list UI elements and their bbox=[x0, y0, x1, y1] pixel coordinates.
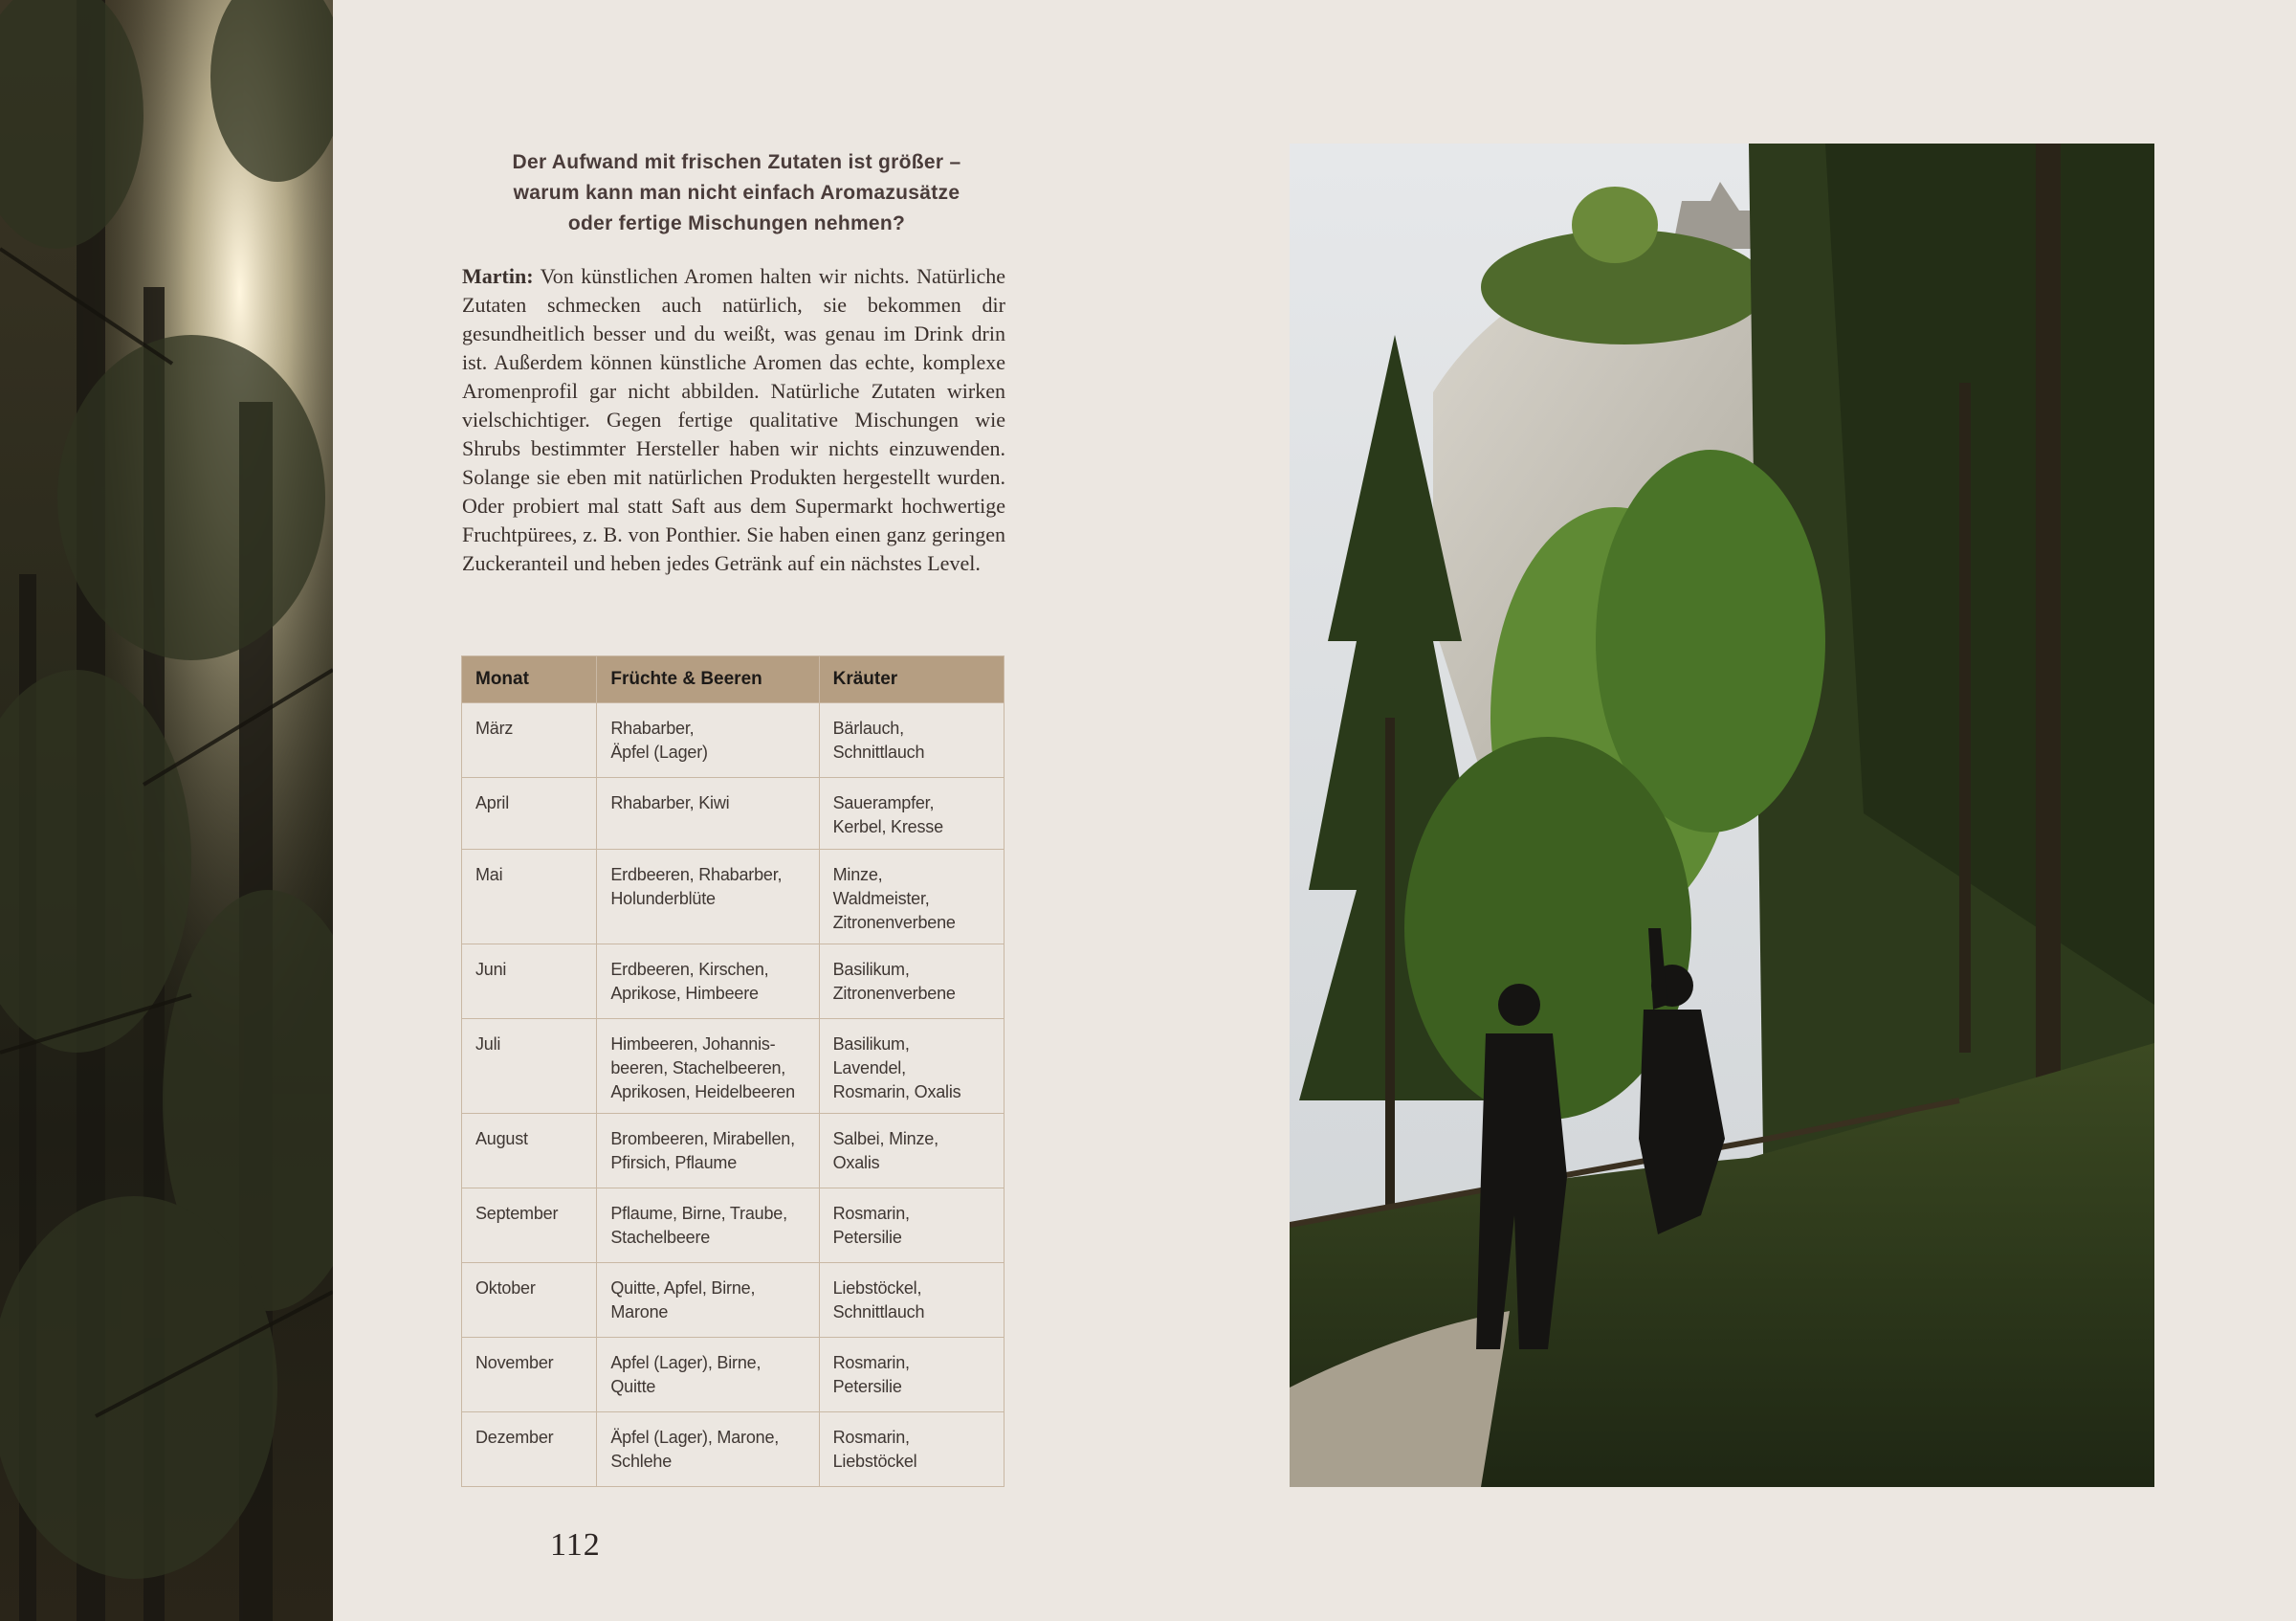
table-row bbox=[462, 1114, 1004, 1188]
seasonal-ingredients-table bbox=[461, 655, 1004, 1487]
table-row bbox=[462, 1263, 1004, 1338]
answer-text: Von künstlichen Aromen halten wir nichts. Natürliche Zutaten schmecken auch natürlich, sie bekommen dir gesundheitlich besser und du weißt, was genau im Drink drin ist. Außerdem können künstliche Aromen das echte, komplexe Aromenprofil gar nicht abbilden. Natürliche Zutaten wirken vielschichtiger. Gegen fertige qualitative Mischungen wie Shrubs bestimmter Hersteller haben wir nichts einzuwenden. Solange sie eben mit natürlichen Produkten hergestellt wurden. Oder probiert mal statt Saft aus dem Supermarkt hochwertige Fruchtpürees, z. B. von Ponthier. Sie haben einen ganz geringen Zuckeranteil und heben jedes Getränk auf ein nächstes Level. bbox=[462, 264, 1005, 575]
table-row bbox=[462, 778, 1004, 850]
question-line-1: Der Aufwand mit frischen Zutaten ist größer – bbox=[512, 151, 961, 173]
cell-herbs: Rosmarin, Petersilie bbox=[819, 1188, 1004, 1263]
table-row bbox=[462, 1188, 1004, 1263]
cell-month: September bbox=[462, 1188, 597, 1263]
cell-herbs: Rosmarin, Petersilie bbox=[819, 1338, 1004, 1412]
cell-fruits: Brombeeren, Mirabellen, Pfirsich, Pflaume bbox=[597, 1114, 819, 1188]
cell-month: Oktober bbox=[462, 1263, 597, 1338]
cell-month: Dezember bbox=[462, 1412, 597, 1487]
cell-month: August bbox=[462, 1114, 597, 1188]
cell-herbs: Salbei, Minze, Oxalis bbox=[819, 1114, 1004, 1188]
speaker-name: Martin: bbox=[462, 264, 534, 288]
cell-herbs: Liebstöckel, Schnittlauch bbox=[819, 1263, 1004, 1338]
cell-month: November bbox=[462, 1338, 597, 1412]
cell-herbs: Bärlauch, Schnittlauch bbox=[819, 703, 1004, 778]
header-fruits: Früchte & Beeren bbox=[597, 656, 819, 703]
table-row bbox=[462, 850, 1004, 944]
castle-hike-illustration bbox=[1290, 144, 2154, 1487]
forest-illustration-left bbox=[0, 0, 333, 1621]
cell-month: April bbox=[462, 778, 597, 850]
cell-fruits: Quitte, Apfel, Birne, Marone bbox=[597, 1263, 819, 1338]
cell-fruits: Erdbeeren, Kirschen, Aprikose, Himbeere bbox=[597, 944, 819, 1019]
question-line-2: warum kann man nicht einfach Aromazusätze bbox=[513, 182, 960, 204]
cell-month: Juni bbox=[462, 944, 597, 1019]
cell-month: März bbox=[462, 703, 597, 778]
header-herbs: Kräuter bbox=[819, 656, 1004, 703]
cell-herbs: Minze, Waldmeister, Zitronenverbene bbox=[819, 850, 1004, 944]
table-header-row bbox=[462, 656, 1004, 703]
table-row bbox=[462, 1338, 1004, 1412]
question-line-3: oder fertige Mischungen nehmen? bbox=[567, 212, 906, 234]
castle-hike-photo bbox=[1290, 144, 2154, 1487]
cell-fruits: Rhabarber, Äpfel (Lager) bbox=[597, 703, 819, 778]
cell-fruits: Pflaume, Birne, Traube, Stachelbeere bbox=[597, 1188, 819, 1263]
cell-fruits: Himbeeren, Johannis- beeren, Stachelbeeren, Aprikosen, Heidelbeeren bbox=[597, 1019, 819, 1114]
table-row bbox=[462, 1412, 1004, 1487]
cell-month: Juli bbox=[462, 1019, 597, 1114]
cell-month: Mai bbox=[462, 850, 597, 944]
cell-herbs: Basilikum, Lavendel, Rosmarin, Oxalis bbox=[819, 1019, 1004, 1114]
cell-fruits: Erdbeeren, Rhabarber, Holunderblüte bbox=[597, 850, 819, 944]
cell-herbs: Sauerampfer, Kerbel, Kresse bbox=[819, 778, 1004, 850]
cell-herbs: Basilikum, Zitronenverbene bbox=[819, 944, 1004, 1019]
table-row bbox=[462, 1019, 1004, 1114]
page-number: 112 bbox=[550, 1527, 601, 1563]
table-row bbox=[462, 703, 1004, 778]
forest-photo-left bbox=[0, 0, 333, 1621]
cell-fruits: Äpfel (Lager), Marone, Schlehe bbox=[597, 1412, 819, 1487]
question-heading bbox=[459, 147, 1014, 239]
answer-paragraph bbox=[462, 262, 1005, 578]
header-month: Monat bbox=[462, 656, 597, 703]
table-row bbox=[462, 944, 1004, 1019]
cell-fruits: Apfel (Lager), Birne, Quitte bbox=[597, 1338, 819, 1412]
cell-herbs: Rosmarin, Liebstöckel bbox=[819, 1412, 1004, 1487]
cell-fruits: Rhabarber, Kiwi bbox=[597, 778, 819, 850]
